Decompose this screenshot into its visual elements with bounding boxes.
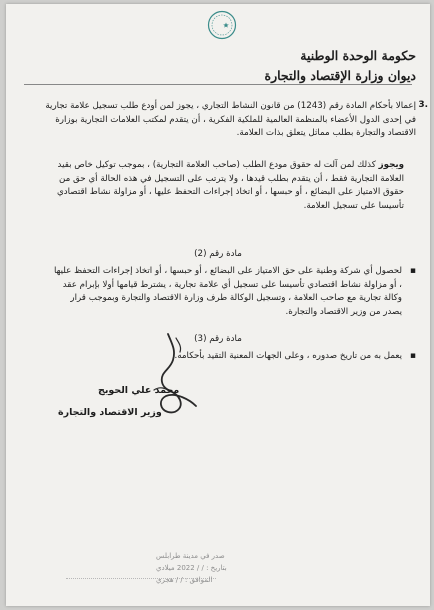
article-2-text: لحصول أي شركة وطنية على حق الامتياز على البضائع ، أو حبسها ، أو اتخاذ إجراءات التحفظ عليها ، أو مزاولة نشاط اقتصادي تأسيسا على تسجيل أي علامة تجارية ، يشترط قيامها أولا بإبرام عقد وكالة تجارية مع صاحب العلامة ، وتسجيل الوكالة طرف وزارة الاقتصاد والتجارة وبموجب قرار يصدر من وزير الاقتصاد والتجارة. (54, 266, 402, 317)
article-3-item (50, 350, 416, 364)
article-2-title: مادة رقم (2) (194, 249, 242, 259)
item-number: 3. (418, 100, 428, 110)
lead-word: ويجوز (378, 160, 404, 170)
footer-date: بتاريخ : / / 2022 ميلادي (156, 564, 227, 572)
signatory-title: وزير الاقتصاد والتجارة (58, 407, 162, 418)
article-3-title: مادة رقم (3) (194, 334, 242, 344)
letterhead (265, 46, 416, 86)
bullet-icon: ▪ (409, 351, 416, 361)
government-name: حكومة الوحدة الوطنية (300, 48, 416, 63)
footer-hijri-date: الموافق : / / هجري (156, 576, 213, 584)
article-3-text: يعمل به من تاريخ صدوره ، وعلى الجهات المعنية التقيد بأحكامه. (174, 351, 402, 361)
paragraph-body: كذلك لمن آلت له حقوق مودع الطلب (صاحب العلامة التجارية) ، بموجب توكيل خاص بقيد العلامة التجارية فقط ، أن يتقدم بطلب قيدها ، ولا يترتب على التسجيل في هذه الحالة أي حق من حقوق الامتياز على البضائع ، أو حبسها ، أو اتخاذ إجراءات التحفظ عليها ، أو مزاولة نشاط اقتصادي تأسيسا على تسجيل العلامة. (56, 160, 404, 211)
crescent-star-emblem-icon (207, 10, 237, 40)
header-divider (24, 84, 412, 85)
paragraph-agency-clause (40, 159, 404, 213)
ministry-office-name: ديوان وزارة الإقتصاد والتجارة (264, 68, 416, 83)
item-3-text: إعمالا بأحكام المادة رقم (1243) من قانون النشاط التجاري ، يجوز لمن أودع طلب تسجيل علامة تجارية في إحدى الدول الأعضاء بالمنظمة العالمية للملكية الفكرية ، أن يتقدم لمكتب العلامات التجارية بوزارة الاقتصاد والتجارة بطلب مماثل يتعلق بذات العلامة. (45, 101, 416, 138)
article-2-item (50, 265, 416, 319)
document-page (6, 4, 430, 606)
bullet-icon: ▪ (409, 266, 416, 276)
signatory-name: محمد علي الحويج (98, 385, 180, 396)
handwritten-signature-icon (146, 330, 206, 418)
footer-issued: صدر في مدينة طرابلس (156, 552, 225, 560)
